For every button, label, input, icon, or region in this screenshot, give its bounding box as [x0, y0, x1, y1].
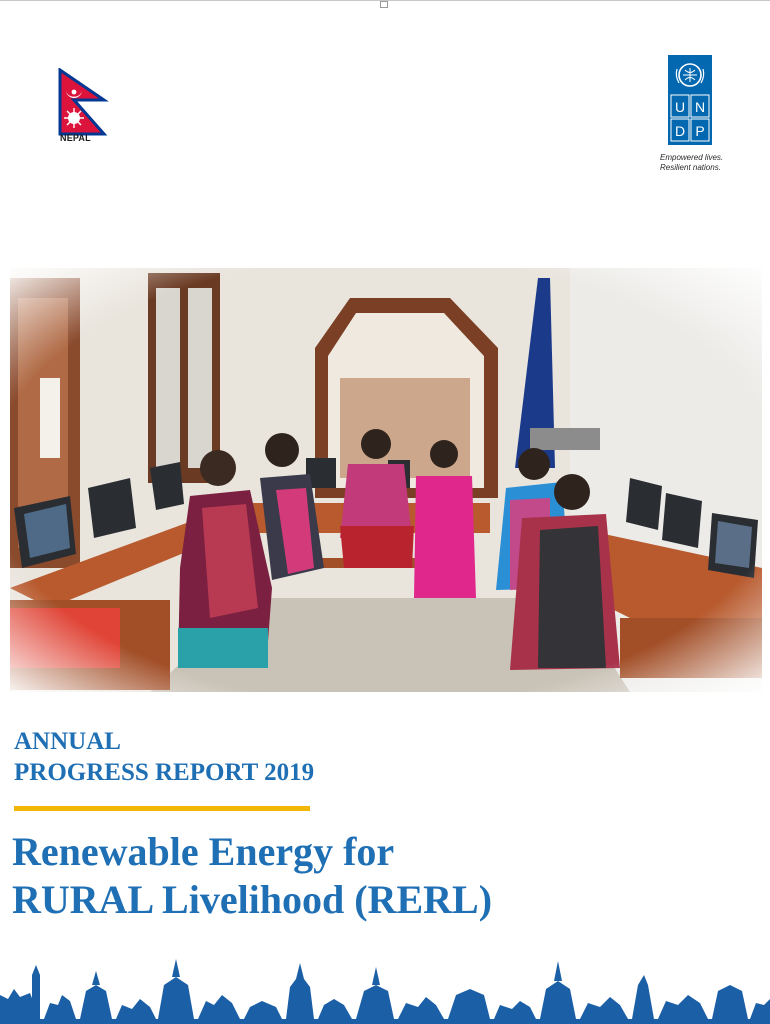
undp-letter-d: D: [674, 123, 686, 139]
nepal-label: NEPAL: [60, 133, 91, 143]
report-title: [12, 828, 492, 924]
undp-tagline-line-1: Empowered lives.: [660, 153, 724, 162]
report-type-line-1: ANNUAL: [14, 728, 121, 755]
undp-letter-u: U: [674, 99, 686, 115]
report-type-heading: [14, 726, 314, 788]
undp-tagline: [660, 153, 740, 173]
nepal-skyline-illustration: [0, 945, 770, 1024]
cover-photo-computer-class: [10, 268, 762, 692]
undp-tagline-line-2: Resilient nations.: [660, 163, 721, 172]
undp-letter-p: P: [695, 123, 705, 139]
undp-letter-n: N: [694, 99, 706, 115]
report-title-line-1: Renewable Energy for: [12, 829, 395, 874]
resize-handle[interactable]: [380, 1, 388, 8]
accent-divider: [14, 806, 310, 811]
undp-logo: [668, 55, 712, 145]
report-title-line-2: RURAL Livelihood (RERL): [12, 877, 493, 922]
report-type-line-2: PROGRESS REPORT 2019: [14, 759, 315, 786]
